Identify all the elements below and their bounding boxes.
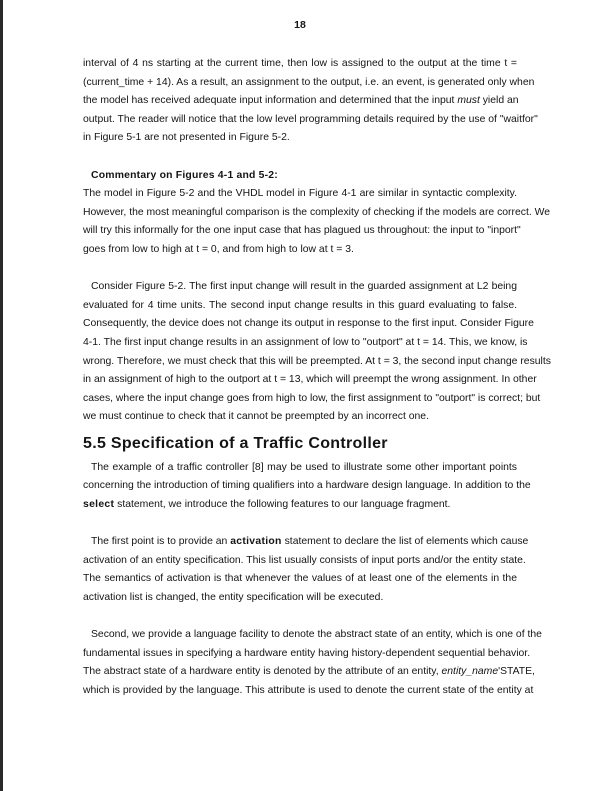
text-line xyxy=(83,92,517,111)
emphasis-text: must xyxy=(457,95,480,107)
paragraph-gap xyxy=(83,260,517,279)
text-line xyxy=(83,496,517,515)
paragraph-traffic-intro xyxy=(83,459,531,515)
text-run: The abstract state of a hardware entity is denoted by the attribute of an entity, xyxy=(83,666,442,678)
text-line: in an assignment of high to the outport at t = 13, which will preempt the wrong assignment. In other xyxy=(83,374,537,386)
commentary-block xyxy=(83,167,551,260)
keyword-text: select xyxy=(83,499,115,511)
paragraph-gap xyxy=(83,515,517,534)
text-line: interval of 4 ns starting at the current time, then low is assigned to the output at the time t = xyxy=(83,58,517,69)
text-line: (current_time + 14). As a result, an assignment to the output, i.e. an event, is generated only when xyxy=(83,76,535,88)
section-heading: 5.5 Specification of a Traffic Controller xyxy=(83,434,388,452)
text-line: activation list is changed, the entity specification will be executed. xyxy=(83,592,384,604)
commentary-heading: Commentary on Figures 4-1 and 5-2: xyxy=(91,169,278,181)
text-line: concerning the introduction of timing qualifiers into a hardware design language. In addition to the xyxy=(83,480,531,492)
paragraph-gap xyxy=(83,608,517,627)
text-line: goes from low to high at t = 0, and from high to low at t = 3. xyxy=(83,243,354,255)
scan-edge-border xyxy=(0,0,3,791)
text-run: the model has received adequate input information and determined that the input xyxy=(83,95,458,107)
text-line: cases, where the input change goes from high to low, the first assignment to "outport" is correct; but xyxy=(83,392,541,404)
paragraph-activation xyxy=(83,533,529,607)
text-line: wrong. Therefore, we must check that this will be preempted. At t = 3, the second input change results xyxy=(83,355,551,367)
text-line: fundamental issues in specifying a hardware entity having history-dependent sequential behavior. xyxy=(83,647,531,659)
text-run: statement, we introduce the following features to our language fragment. xyxy=(114,499,451,511)
text-line: will try this informally for the one input case that has plagued us throughout: the input to "inport" xyxy=(83,225,521,237)
text-line: which is provided by the language. This attribute is used to denote the current state of the entity at xyxy=(83,685,534,696)
text-run: The first point is to provide an xyxy=(91,536,231,548)
text-line: evaluated for 4 time units. The second input change results in this guard evaluating to false. xyxy=(83,299,517,311)
text-run: 'STATE, xyxy=(498,666,535,678)
text-line: 4-1. The first input change results in an assignment of low to "outport" at t = 14. This, we know, is xyxy=(83,336,528,348)
text-line: Second, we provide a language facility to denote the abstract state of an entity, which is one of the xyxy=(91,629,542,641)
text-line: The example of a traffic controller [8] may be used to illustrate some other important points xyxy=(91,461,517,473)
text-line: activation of an entity specification. This list usually consists of input ports and/or the entity state. xyxy=(83,554,526,566)
text-line: However, the most meaningful comparison is the complexity of checking if the models are correct. We xyxy=(83,206,551,218)
paragraph-consider xyxy=(83,278,551,427)
emphasis-text: entity_name xyxy=(441,666,499,678)
text-line: we must continue to check that it cannot be preempted by an incorrect one. xyxy=(83,411,429,423)
text-line: Consequently, the device does not change its output in response to the first input. Consider Figure xyxy=(83,318,534,330)
page-body xyxy=(83,55,551,701)
text-line xyxy=(83,663,535,682)
keyword-text: activation xyxy=(230,536,282,548)
text-run: statement to declare the list of elements which cause xyxy=(281,536,529,548)
text-line xyxy=(83,533,529,552)
paragraph-state xyxy=(83,626,542,700)
page-number: 18 xyxy=(294,19,306,31)
text-line: The model in Figure 5-2 and the VHDL model in Figure 4-1 are similar in syntactic complexity. xyxy=(83,188,517,200)
text-line: in Figure 5-1 are not presented in Figure 5-2. xyxy=(83,132,290,144)
text-line: Consider Figure 5-2. The first input change will result in the guarded assignment at L2 being xyxy=(91,281,517,293)
text-run: yield an xyxy=(479,95,519,107)
text-line: output. The reader will notice that the low level programming details required by the use of "waitfor" xyxy=(83,113,538,125)
text-line: The semantics of activation is that whenever the values of at least one of the elements in the xyxy=(83,573,517,585)
paragraph-continuation xyxy=(83,55,538,148)
paragraph-gap xyxy=(83,148,517,167)
